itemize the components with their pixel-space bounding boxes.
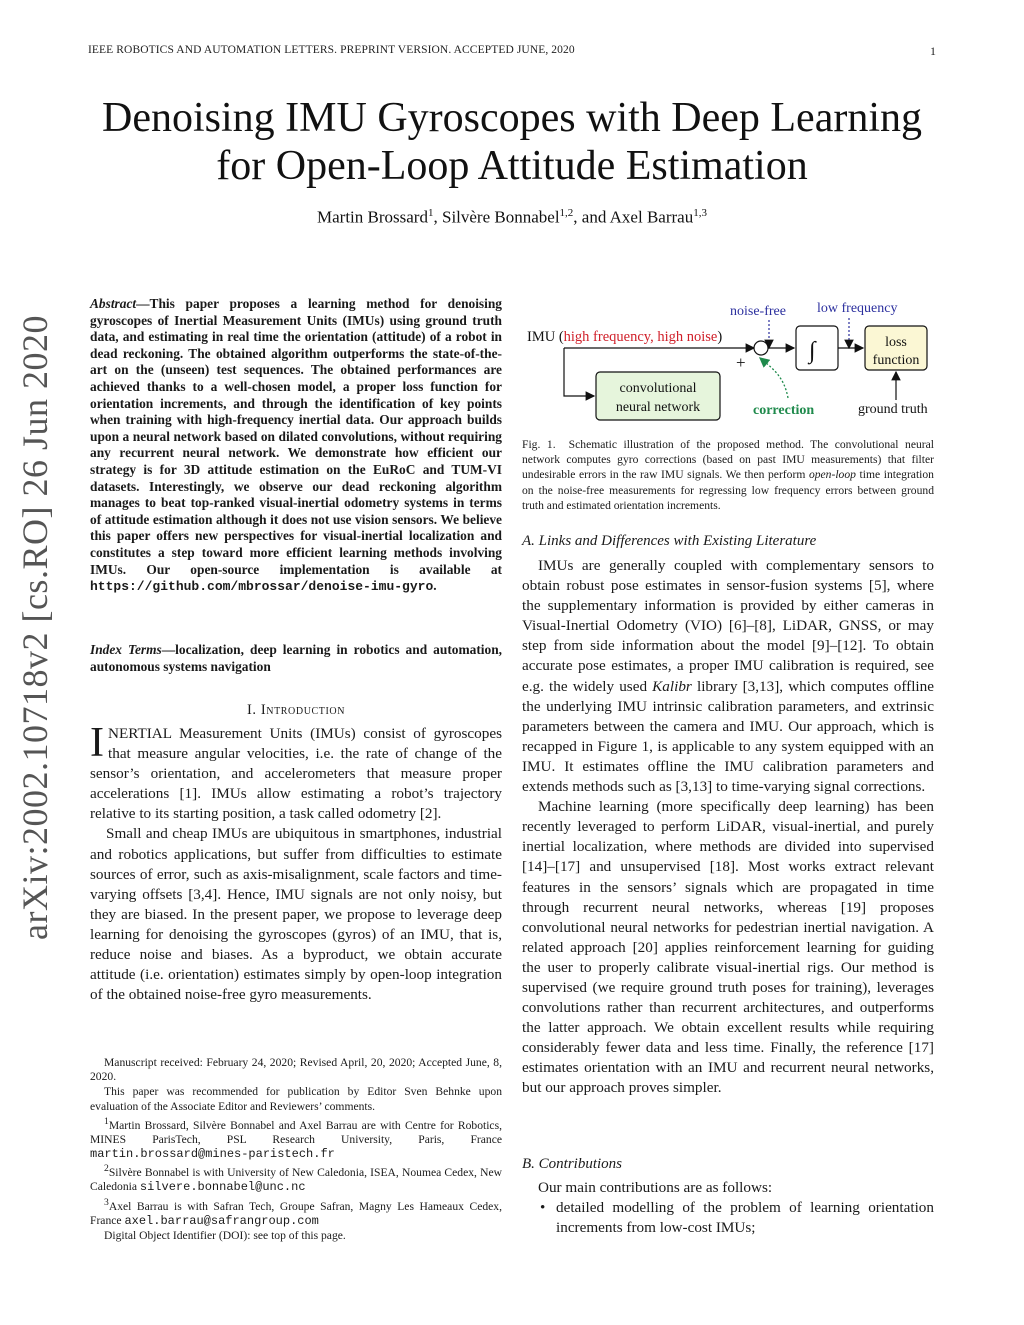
integral-icon: ∫ xyxy=(809,338,816,364)
section-a-body xyxy=(522,556,934,1099)
figure-1-caption: Fig. 1. Schematic illustration of the proposed method. The convolutional neural network computes gyro corrections (based on past IMU measurements) that filter undesirable errors in the raw IMU signals. We then perform open-loop time integration on the noise-free measurements for regressing low frequency errors between ground truth and estimated orientation increments. xyxy=(522,438,934,512)
email-link[interactable]: axel.barrau@safrangroup.com xyxy=(124,1213,319,1228)
figure-1-diagram xyxy=(522,296,934,426)
plus-sign: + xyxy=(736,353,746,372)
label-correction: correction xyxy=(753,403,815,418)
footnote-editor: This paper was recommended for publication by Editor Sven Behnke upon evaluation of the Associate Editor and Reviewers’ comments. xyxy=(90,1085,502,1113)
footnote-affiliation-2: $^2$Silvère Bonnabel is with University of New Caledonia, ISEA, Noumea Cedex, New Caledonia silvere.bonnabel@unc.nc xyxy=(90,1163,502,1195)
arxiv-stamp: arXiv:2002.10718v2 [cs.RO] 26 Jun 2020 xyxy=(15,315,55,940)
email-link[interactable]: martin.brossard@mines-paristech.fr xyxy=(90,1147,335,1162)
loss-label-line2: function xyxy=(872,353,920,368)
contributions-lead: Our main contributions are as follows: xyxy=(538,1179,773,1196)
footnote-received: Manuscript received: February 24, 2020; Revised April, 20, 2020; Accepted June, 8, 2020. xyxy=(90,1056,502,1084)
running-header: IEEE ROBOTICS AND AUTOMATION LETTERS. PREPRINT VERSION. ACCEPTED JUNE, 2020 xyxy=(88,44,575,56)
label-noise-free: noise-free xyxy=(730,304,786,319)
abstract: Abstract—This paper proposes a learning method for denoising gyroscopes of Inertial Measurement Units (IMUs) using ground truth data, and estimating in real time the orientation (attitude) of a robot in dead reckoning. The obtained algorithm outperforms the state-of-the-art on the (unseen) test sequences. The obtained performances are achieved thanks to a well-chosen model, a proper loss function for orientation increments, and through the identification of key points when training with high-frequency inertial data. Our approach builds upon a neural network based on dilated convolutions, without requiring any recurrent neural network. We demonstrate how efficient our strategy is for 3D attitude estimation on the EuRoC and TUM-VI datasets. Interestingly, we observe our dead reckoning algorithm manages to beat top-ranked visual-inertial odometry systems in terms of attitude estimation although it does not use vision sensors. We believe this paper offers new perspectives for visual-inertial localization and constitutes a step toward more efficient learning methods involving IMUs. Our open-source implementation is available at https://github.com/mbrossar/denoise-imu-gyro. xyxy=(90,296,502,595)
contributions-list xyxy=(522,1198,934,1238)
list-item: • detailed modelling of the problem of learning orientation increments from low-cost IMUs; xyxy=(556,1198,934,1238)
code-url[interactable]: https://github.com/mbrossar/denoise-imu-gyro xyxy=(90,579,434,595)
title-line-2: for Open-Loop Attitude Estimation xyxy=(216,143,808,189)
footnote-doi: Digital Object Identifier (DOI): see top of this page. xyxy=(104,1228,346,1242)
correction-arrow xyxy=(760,358,788,398)
loss-label-line1: loss xyxy=(885,335,907,350)
paper-title xyxy=(60,94,964,190)
intro-paragraph-1: INERTIAL Measurement Units (IMUs) consist of gyroscopes that measure angular velocities, i.e. the rate of change of the sensor’s orientation, and accelerometers that measure proper accelerations [1]. IMUs allow estimating a robot’s trajectory relative to its starting position, a task called odometry [2]. xyxy=(90,720,502,823)
author-2: Silvère Bonnabel xyxy=(441,207,560,227)
introduction-body xyxy=(90,720,502,1005)
label-low-frequency: low frequency xyxy=(817,301,898,316)
label-ground-truth: ground truth xyxy=(858,402,928,417)
email-link[interactable]: silvere.bonnabel@unc.nc xyxy=(139,1180,306,1195)
section-heading-introduction: I. Introduction xyxy=(246,702,346,718)
subsection-heading-b: B. Contributions xyxy=(522,1156,623,1172)
footnotes xyxy=(90,1056,502,1244)
author-1: Martin Brossard xyxy=(317,207,428,227)
cnn-label-line2: neural network xyxy=(615,400,701,415)
integrator-block xyxy=(796,326,838,370)
sum-node xyxy=(754,341,768,355)
cnn-label-line1: convolutional xyxy=(619,381,697,396)
index-terms: Index Terms—localization, deep learning in robotics and automation, autonomous systems navigation xyxy=(90,642,502,674)
section-a-paragraph-2: Machine learning (more specifically deep learning) has been recently leveraged to perform LiDAR, visual-inertial, and purely inertial localization, where methods are divided into supervised [14]–[17] and unsupervised [18]. Most works extract relevant features in the sensors’ signals which are propagated in time through recurrent neural networks, whereas [19] proposes convolutional neural networks for pedestrian inertial navigation. A related approach [20] applies reinforcement learning for guiding the user to properly calibrate visual-inertial rigs. Our method is supervised (we require ground truth poses for training), leverages convolutions rather than recurrent architectures, and outperforms the latter approach. We obtain excellent results while requiring considerably fewer data and less time. Finally, the reference [17] estimates orientation with an IMU and recurrent neural networks, but our approach proves simpler. xyxy=(522,798,934,1097)
intro-paragraph-2: Small and cheap IMUs are ubiquitous in smartphones, industrial and robotics applications, but suffer from difficulties to estimate sources of error, such as axis-misalignment, scale factors and time-varying offsets [3,4]. Hence, IMU signals are not only noisy, but they are biased. In the present paper, we propose to leverage deep learning for denoising the gyroscopes (gyros) of an IMU, that is, reduce noise and biases. As a byproduct, we obtain accurate attitude (i.e. orientation) estimates simply by open-loop integration of the obtained noise-free gyro measurements. xyxy=(90,825,502,1004)
section-a-paragraph-1: IMUs are generally coupled with complementary sensors to obtain robust pose estimates in sensor-fusion systems [5], where the supplementary information is provided by either cameras in Visual-Inertial Odometry (VIO) [6]–[8], LiDAR, GNSS, or may step from side information about the model [9]–[12]. To obtain accurate pose estimates, a proper IMU calibration is required, see e.g. the widely used Kalibr library [3,13], which computes offline the underlying IMU intrinsic calibration parameters, and extrinsic parameters between the camera and IMU. Our approach, which is recapped in Figure 1, is applicable to any system equipped with an IMU. It estimates offline the IMU calibration parameters and extends methods such as [3,13] to time-varying signal corrections. xyxy=(522,557,934,796)
label-imu: IMU (high frequency, high noise) xyxy=(527,329,723,345)
footnote-affiliation-3: $^3$Axel Barrau is with Safran Tech, Groupe Safran, Magny Les Hameaux Cedex, France axel.barrau@safrangroup.com xyxy=(90,1196,502,1228)
author-list: Martin Brossard$^1$, Silvère Bonnabel$^{1,2}$, and Axel Barrau$^{1,3}$ xyxy=(317,207,707,227)
drop-cap: I xyxy=(90,720,104,766)
page-number: 1 xyxy=(930,44,936,58)
author-3: Axel Barrau xyxy=(609,207,694,227)
cnn-input-line xyxy=(564,348,594,396)
title-line-1: Denoising IMU Gyroscopes with Deep Learning xyxy=(102,95,922,141)
footnote-affiliation-1: $^1$Martin Brossard, Silvère Bonnabel and Axel Barrau are with Centre for Robotics, MINES ParisTech, PSL Research University, Paris, France martin.brossard@mines-paristech.fr xyxy=(90,1115,502,1162)
subsection-heading-a: A. Links and Differences with Existing Literature xyxy=(522,533,817,549)
